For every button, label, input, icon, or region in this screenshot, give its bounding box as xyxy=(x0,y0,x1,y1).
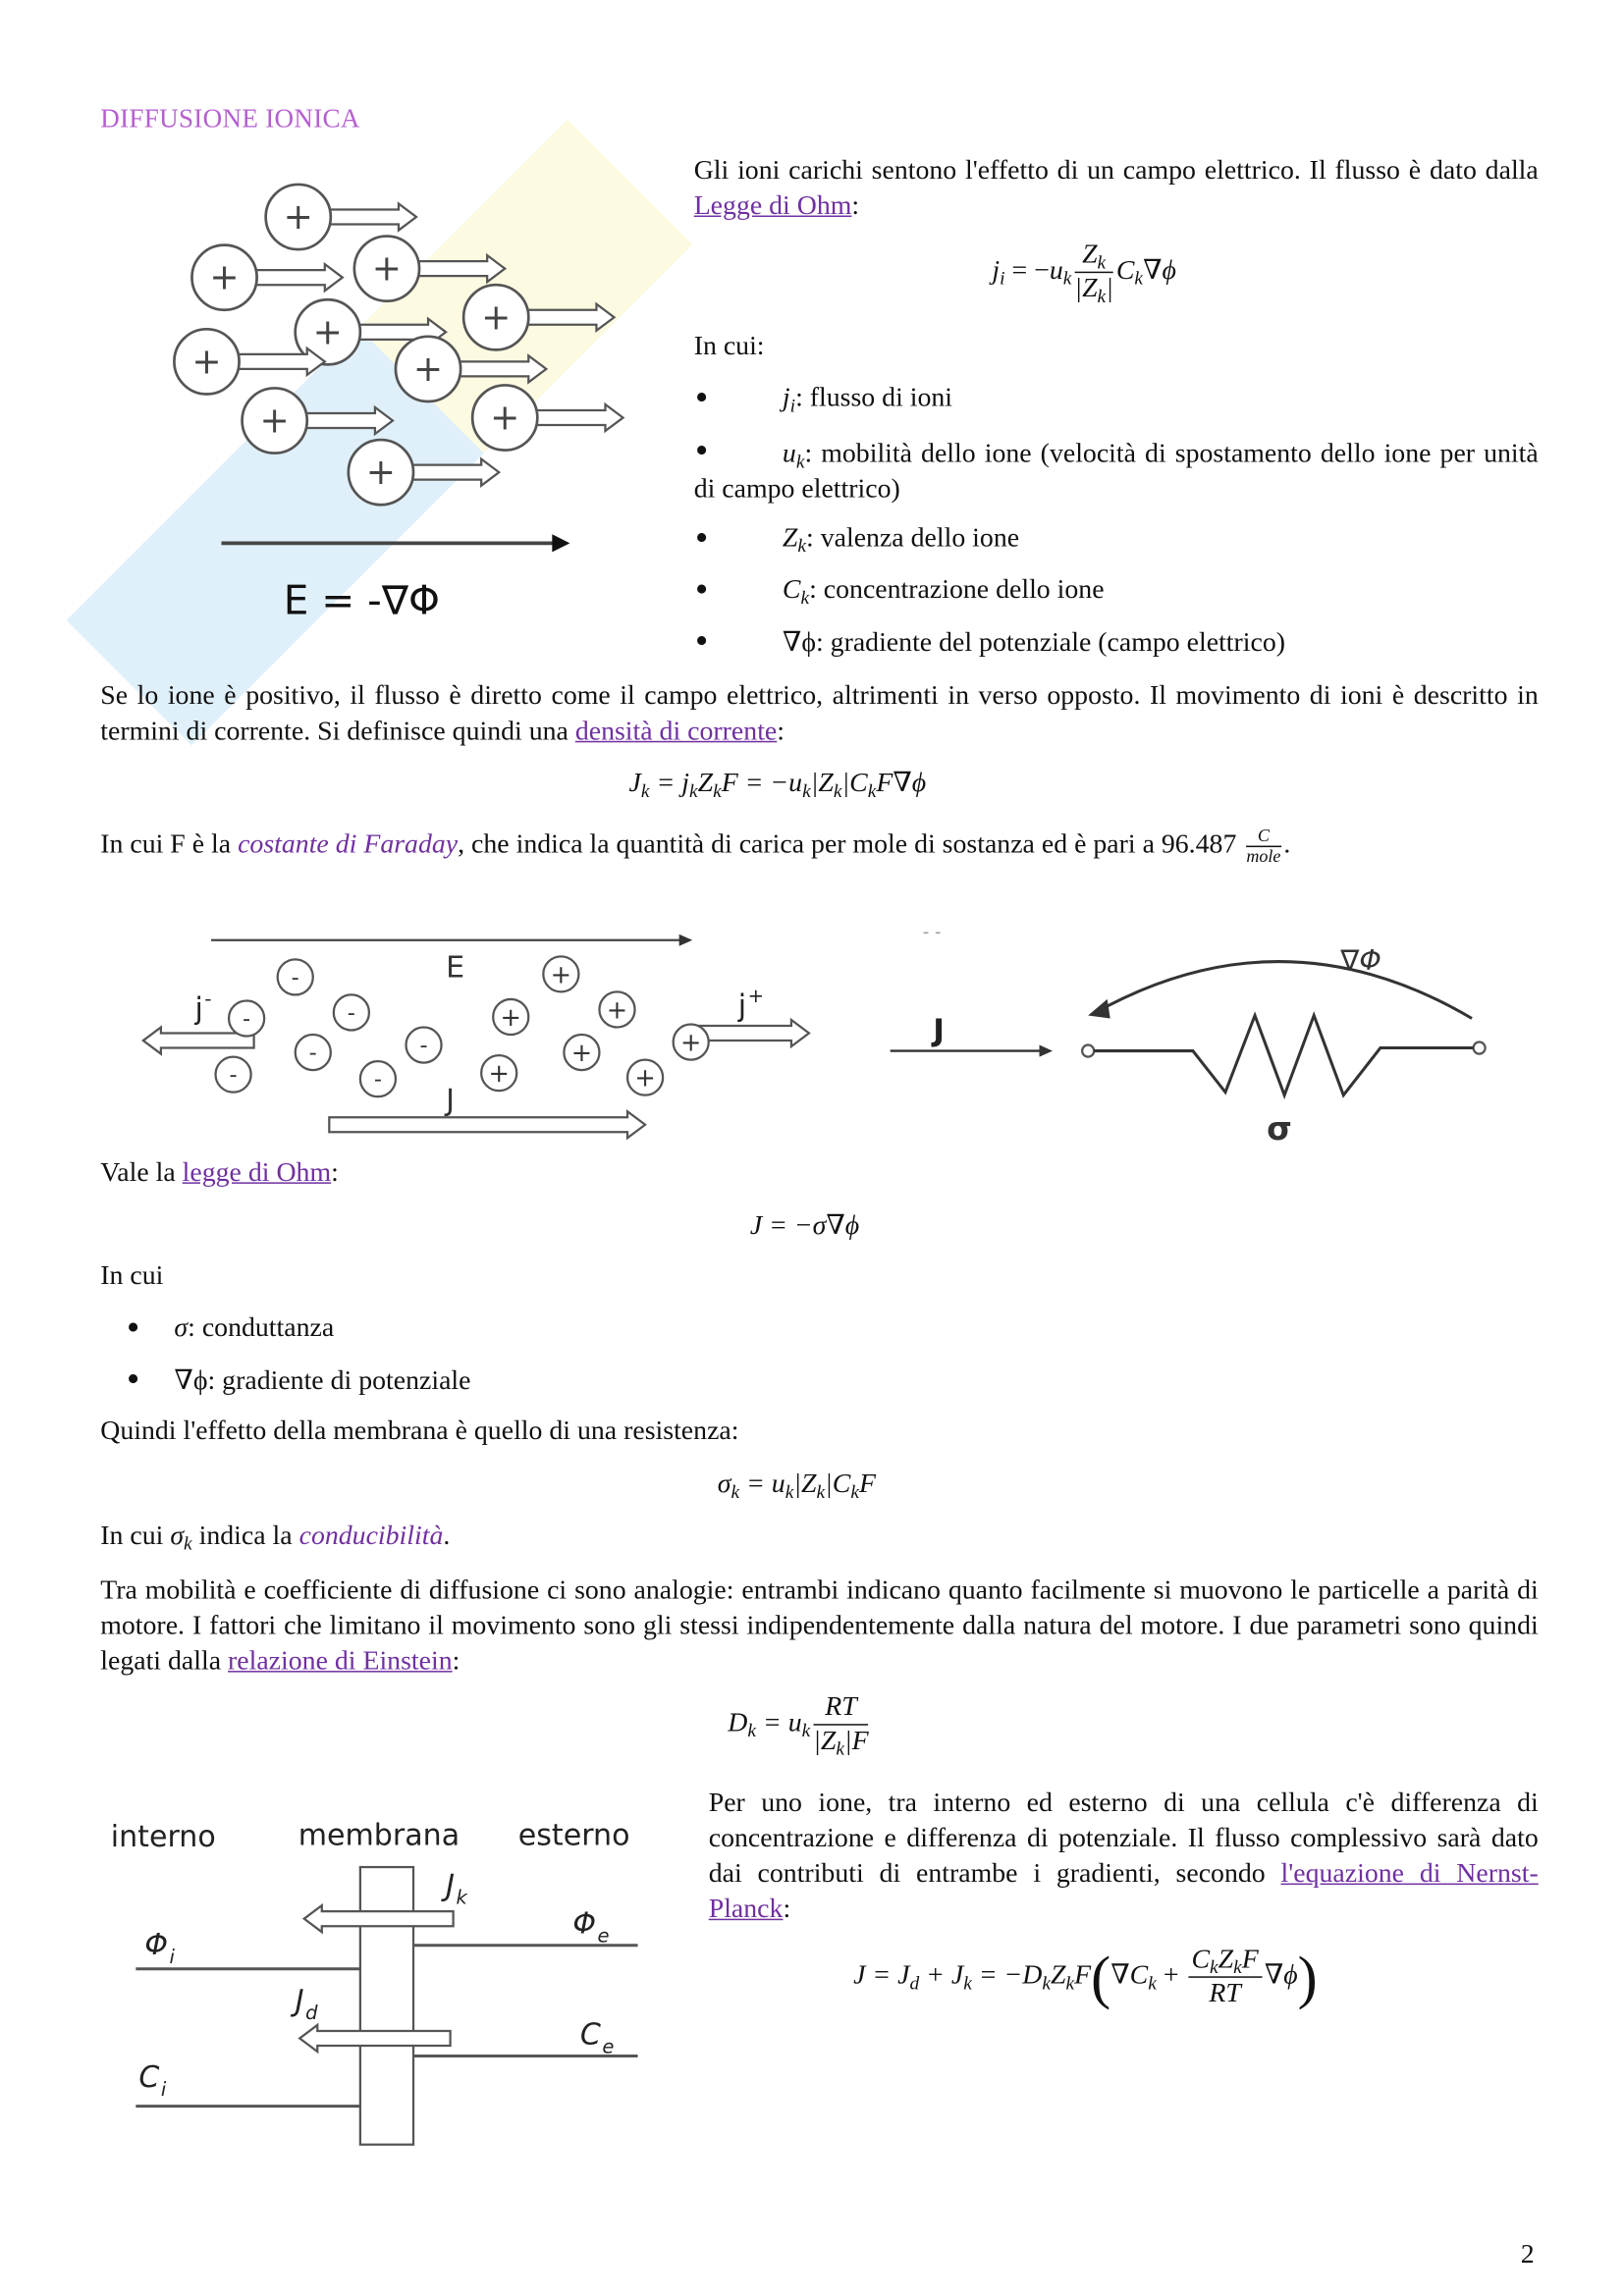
concentration-outside-label-main: C xyxy=(579,2017,601,2053)
dots-mark: - - xyxy=(922,921,942,942)
minus-sign: - xyxy=(308,1040,317,1066)
plus-sign: + xyxy=(550,960,572,990)
bullet-dot: ● xyxy=(695,440,708,462)
in-cui-label-2: In cui xyxy=(100,1261,164,1292)
plus-sign: + xyxy=(371,247,403,290)
gradient-label: ∇Φ xyxy=(1340,942,1381,977)
link-nernst-planck[interactable]: l'equazione di Nernst-Planck xyxy=(708,1859,1539,1925)
link-relazione-di-einstein[interactable]: relazione di Einstein xyxy=(228,1647,453,1678)
concentration-outside-label xyxy=(580,2017,615,2057)
formula-einstein: $D_k = u_k$ $\frac{RT}{|Z_k|F}$ xyxy=(728,1692,869,1760)
electric-flux-label-main: J xyxy=(446,1868,455,1903)
plus-sign: + xyxy=(481,296,512,339)
formula-ion-flux: $j_i = -u_k$ $\frac{Z_k}{|Z_k|}$ $C_k\nabla\phi$ xyxy=(992,240,1176,307)
plus-sign: + xyxy=(259,400,290,442)
intro-paragraph: Gli ioni carichi sentono l'effetto di un campo elettrico. Il flusso è dato dalla Legge di Ohm: xyxy=(693,156,1539,222)
plus-sign: + xyxy=(570,1039,593,1069)
formula-current-density: $J_k = j_kZ_kF = -u_k|Z_k|C_kF\nabla\phi$ xyxy=(628,769,927,802)
plus-sign: + xyxy=(606,995,628,1026)
plus-sign: + xyxy=(191,341,222,383)
formula-nernst-planck: $J = J_d + J_k = -D_kZ_kF(\nabla C_k$ + $\frac{C_kZ_kF}{RT}$ ∇ϕ) xyxy=(853,1944,1318,2010)
faraday-paragraph: In cui F è la costante di Faraday, che indica la quantità di carica per mole di sostanza ed è pari a 96.487 $\frac{C}{\text{mole}}$ . xyxy=(100,825,1291,867)
minus-sign: - xyxy=(229,1062,238,1089)
negative-flux-label-main: j xyxy=(194,991,203,1027)
concentration-inside-label xyxy=(138,2060,167,2101)
section-title: DIFFUSIONE IONICA xyxy=(100,103,360,133)
plus-sign: + xyxy=(679,1028,702,1058)
bullet-dot: ● xyxy=(127,1316,140,1339)
membrana-label: membrana xyxy=(298,1818,460,1853)
potential-inside-label xyxy=(144,1928,175,1968)
page-number: 2 xyxy=(1520,2240,1535,2270)
potential-inside-label-main: Φ xyxy=(144,1927,169,1962)
ohm-paragraph: Vale la legge di Ohm: xyxy=(100,1158,339,1189)
electric-flux-label-script: k xyxy=(456,1886,467,1909)
field-label: E xyxy=(446,950,465,986)
potential-outside-label xyxy=(572,1907,609,1948)
current-label: J xyxy=(446,1083,455,1118)
minus-sign: - xyxy=(373,1066,382,1093)
plus-sign: + xyxy=(412,347,444,390)
diffusive-flux-label-main: J xyxy=(295,1983,304,2018)
plus-sign: + xyxy=(500,1003,521,1034)
link-legge-di-ohm-2[interactable]: legge di Ohm xyxy=(182,1158,332,1189)
electric-flux-label xyxy=(441,1869,467,1909)
positive-flux-label-script: + xyxy=(747,984,765,1007)
minus-sign: - xyxy=(347,999,355,1026)
minus-sign: - xyxy=(291,964,299,990)
plus-sign: + xyxy=(283,196,313,239)
plus-sign: + xyxy=(634,1063,656,1094)
negative-flux-label-script: - xyxy=(204,987,212,1010)
plus-sign: + xyxy=(209,256,240,298)
minus-sign: - xyxy=(419,1033,428,1059)
faraday-term: costante di Faraday xyxy=(238,830,459,861)
list-item: ∇ϕ: gradiente di potenziale xyxy=(174,1366,471,1397)
list-item: σ: conduttanza xyxy=(174,1313,335,1344)
nernst-planck-paragraph: Per uno ione, tra interno ed esterno di una cellula c'è differenza di concentrazione e differenza di potenziale. Il flusso complessivo sarà dato dai contributi di entrambe i gradienti, secondo l'equazione di Nernst-Planck: xyxy=(708,1789,1539,1925)
list-item: ∇ϕ: gradiente del potenziale (campo elettrico) xyxy=(782,628,1286,659)
bullet-dot: ● xyxy=(127,1367,140,1391)
diffusive-flux-label-script: d xyxy=(305,2001,318,2024)
membrane-resistance-paragraph: Quindi l'effetto della membrana è quello di una resistenza: xyxy=(100,1416,739,1447)
field-equation-label: E = -∇Φ xyxy=(283,578,440,625)
conductance-label: σ xyxy=(1267,1108,1292,1148)
diffusive-flux-label xyxy=(291,1984,318,2024)
list-item: $Z_k$: valenza dello ione xyxy=(782,523,1020,557)
bullet-dot: ● xyxy=(695,526,708,550)
membrane xyxy=(360,1867,413,2145)
list-item: $j_i$: flusso di ioni xyxy=(782,383,953,416)
formula-ohm: J = −σ∇ϕ xyxy=(749,1211,860,1242)
interno-label: interno xyxy=(110,1820,216,1855)
positive-flux-label-main: j xyxy=(737,988,747,1024)
plus-sign: + xyxy=(365,452,397,494)
in-cui-label: In cui: xyxy=(693,332,765,362)
bullet-dot: ● xyxy=(695,630,708,653)
einstein-paragraph: Tra mobilità e coefficiente di diffusione ci sono analogie: entrambi indicano quanto facilmente si muovono le particelle a parità di motore. I fattori che limitano il movimento sono gli stessi indipendentemente dalla natura del motore. I due parametri sono quindi legati dalla relazione di Einstein: xyxy=(100,1575,1539,1678)
bullet-dot: ● xyxy=(695,578,708,601)
concentration-inside-label-script: i xyxy=(160,2078,167,2102)
concentration-outside-label-script: e xyxy=(602,2035,615,2058)
conductivity-paragraph: In cui $\sigma_k$ indica la conducibilità. xyxy=(100,1522,451,1555)
potential-inside-label-script: i xyxy=(169,1945,175,1968)
list-item: $u_k$: mobilità dello ione (velocità di spostamento dello ione per unità di campo elettrico) xyxy=(693,440,1539,506)
current-label-right: J xyxy=(933,1013,946,1049)
plus-sign: + xyxy=(488,1059,510,1090)
list-item: $C_k$: concentrazione dello ione xyxy=(782,575,1105,609)
formula-conductivity: $\sigma_k = u_k|Z_k|C_kF$ xyxy=(717,1469,876,1503)
minus-sign: - xyxy=(243,1006,251,1033)
esterno-label: esterno xyxy=(517,1818,630,1853)
current-density-paragraph: Se lo ione è positivo, il flusso è diretto come il campo elettrico, altrimenti in verso opposto. Il movimento di ioni è descritto in termini di corrente. Si definisce quindi una densità di corrente: xyxy=(100,681,1539,747)
plus-sign: + xyxy=(490,397,520,439)
potential-outside-label-script: e xyxy=(597,1924,610,1948)
link-densita-di-corrente[interactable]: densità di corrente xyxy=(574,717,778,747)
plus-sign: + xyxy=(312,311,343,353)
link-legge-di-ohm[interactable]: Legge di Ohm xyxy=(693,191,852,222)
bullet-dot: ● xyxy=(695,386,708,409)
potential-outside-label-main: Φ xyxy=(572,1906,597,1942)
concentration-inside-label-main: C xyxy=(138,2060,160,2096)
